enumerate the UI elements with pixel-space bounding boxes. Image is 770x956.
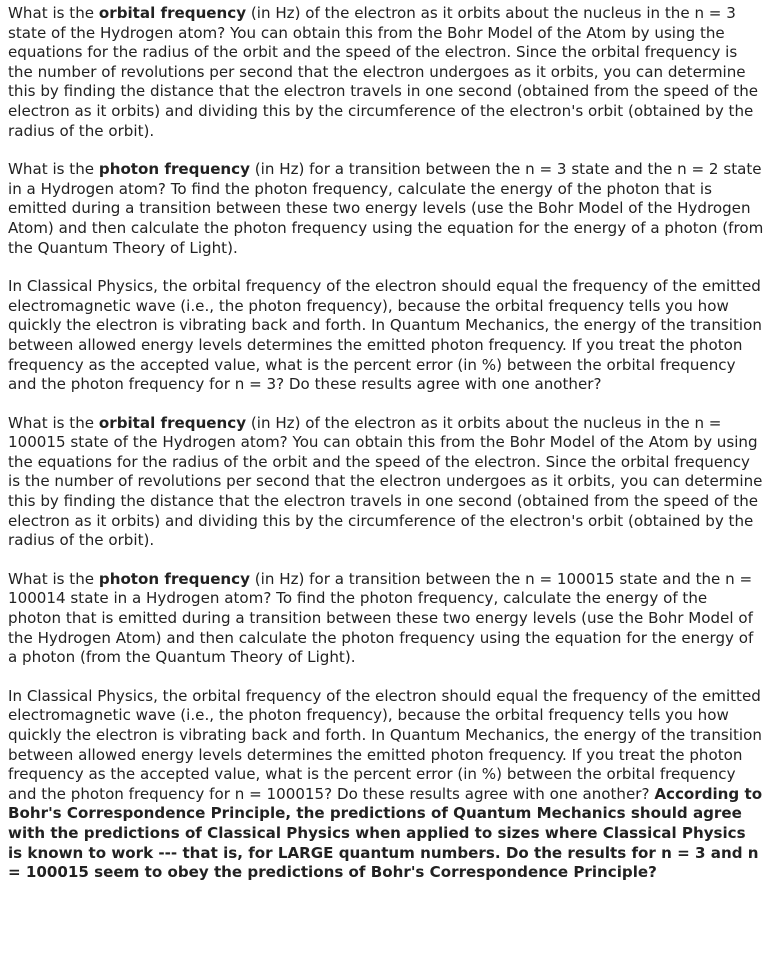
correspondence-principle-question: According to Bohr's Correspondence Principle, the predictions of Quantum Mechanics should agree with the predictions of Classical Physics when applied to sizes where Classical Physics is known to work --- that is, for LARGE quantum numbers. Do the results for n = 3 and n = 100015 seem to obey the predictions of Bohr's Correspondence Principle?	[8, 784, 763, 882]
question-photon-frequency-n3	[8, 160, 764, 258]
text-segment: In Classical Physics, the orbital frequency of the electron should equal the frequency of the emitted electromagnetic wave (i.e., the photon frequency), because the orbital frequency tells you how quickly the electron is vibrating back and forth. In Quantum Mechanics, the energy of the transition between allowed energy levels determines the emitted photon frequency. If you treat the photon frequency as the accepted value, what is the percent error (in %) between the orbital frequency and the photon frequency for n = 100015? Do these results agree with one another?	[8, 686, 762, 803]
bold-term: orbital frequency	[98, 413, 247, 432]
bold-term: photon frequency	[98, 569, 250, 588]
bold-term: photon frequency	[98, 160, 250, 179]
text-segment: In Classical Physics, the orbital frequency of the electron should equal the frequency of the emitted electromagnetic wave (i.e., the photon frequency), because the orbital frequency tells you how quickly the electron is vibrating back and forth. In Quantum Mechanics, the energy of the transition between allowed energy levels determines the emitted photon frequency. If you treat the photon frequency as the accepted value, what is the percent error (in %) between the orbital frequency and the photon frequency for n = 3? Do these results agree with one another?	[8, 277, 762, 394]
question-percent-error-n100015	[8, 687, 764, 883]
question-photon-frequency-n100015	[8, 570, 764, 668]
text-segment: What is the	[8, 160, 99, 179]
text-segment: What is the	[8, 569, 99, 588]
question-orbital-frequency-n100015	[8, 414, 764, 551]
text-segment: What is the	[8, 4, 99, 22]
question-percent-error-n3	[8, 277, 764, 395]
text-segment: (in Hz) for a transition between the n = 100015 state and the n = 100014 state in a Hydrogen atom? To find the photon frequency, calculate the energy of the photon that is emitted during a transition between these two energy levels (use the Bohr Model of the Hydrogen Atom) and then calculate the photon frequency using the equation for the energy of a photon (from the Quantum Theory of Light).	[8, 569, 754, 667]
text-segment: What is the	[8, 413, 99, 432]
bold-term: orbital frequency	[98, 4, 247, 22]
text-segment: (in Hz) of the electron as it orbits about the nucleus in the n = 3 state of the Hydrogen atom? You can obtain this from the Bohr Model of the Atom by using the equations for the radius of the orbit and the speed of the electron. Since the orbital frequency is the number of revolutions per second that the electron undergoes as it orbits, you can determine this by finding the distance that the electron travels in one second (obtained from the speed of the electron as it orbits) and dividing this by the circumference of the electron's orbit (obtained by the radius of the orbit).	[8, 4, 759, 140]
text-segment: (in Hz) for a transition between the n = 3 state and the n = 2 state in a Hydrogen atom? To find the photon frequency, calculate the energy of the photon that is emitted during a transition between these two energy levels (use the Bohr Model of the Hydrogen Atom) and then calculate the photon frequency using the equation for the energy of a photon (from the Quantum Theory of Light).	[8, 160, 764, 257]
text-segment: (in Hz) of the electron as it orbits about the nucleus in the n = 100015 state of the Hydrogen atom? You can obtain this from the Bohr Model of the Atom by using the equations for the radius of the orbit and the speed of the electron. Since the orbital frequency is the number of revolutions per second that the electron undergoes as it orbits, you can determine this by finding the distance that the electron travels in one second (obtained from the speed of the electron as it orbits) and dividing this by the circumference of the electron's orbit (obtained by the radius of the orbit).	[8, 413, 763, 550]
question-orbital-frequency-n3	[8, 4, 764, 141]
